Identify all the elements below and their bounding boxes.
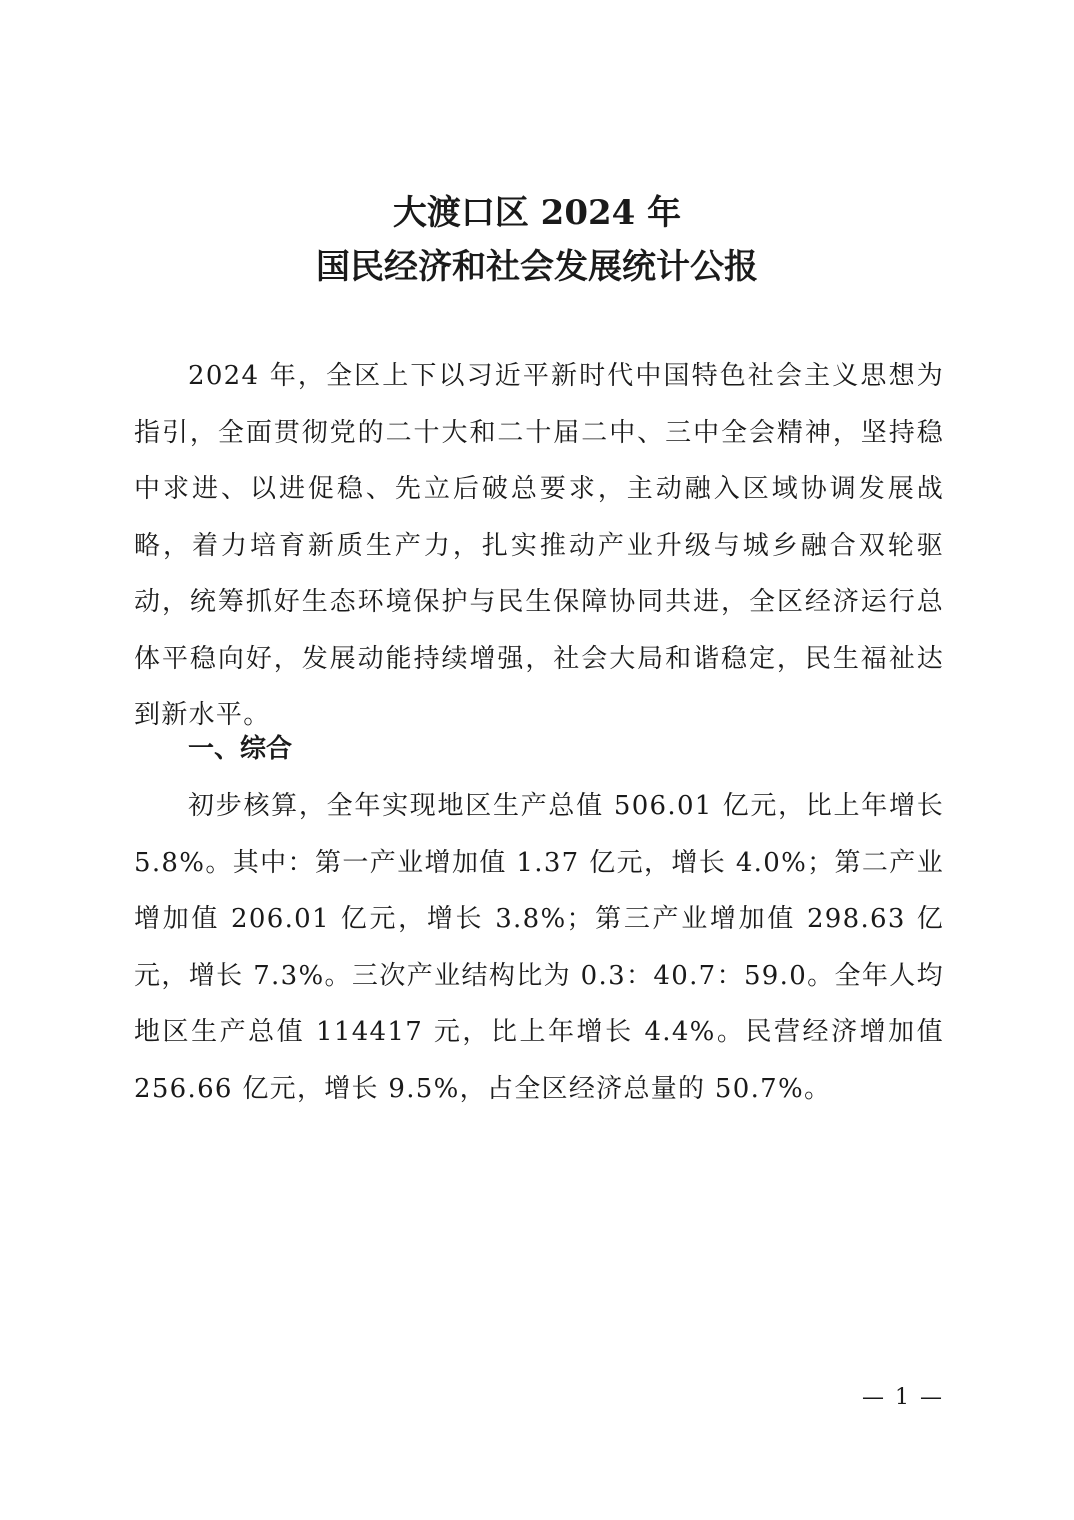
- page-number: — 1 —: [862, 1385, 944, 1410]
- section-general-paragraph: 初步核算，全年实现地区生产总值 506.01 亿元，比上年增长 5.8%。其中：第一产业增加值 1.37 亿元，增长 4.0%；第二产业增加值 206.01 亿元，增长 3.8%；第三产业增加值 298.63 亿元，增长 7.3%。三次产业结构比为 0.3：40.7：59.0。全年人均地区生产总值 114417 元，比上年增长 4.4%。民营经济增加值 256.66 亿元，增长 9.5%，占全区经济总量的 50.7%。: [134, 791, 944, 1104]
- document-title-line-2: 国民经济和社会发展统计公报: [316, 247, 758, 287]
- section-heading-general: 一、综合: [188, 734, 293, 764]
- intro-paragraph: 2024 年，全区上下以习近平新时代中国特色社会主义思想为指引，全面贯彻党的二十大和二十届二中、三中全会精神，坚持稳中求进、以进促稳、先立后破总要求，主动融入区域协调发展战略，着力培育新质生产力，扎实推动产业升级与城乡融合双轮驱动，统筹抓好生态环境保护与民生保障协同共进，全区经济运行总体平稳向好，发展动能持续增强，社会大局和谐稳定，民生福祉达到新水平。: [134, 361, 944, 730]
- document-title-line-1: 大渡口区 2024 年: [392, 193, 682, 233]
